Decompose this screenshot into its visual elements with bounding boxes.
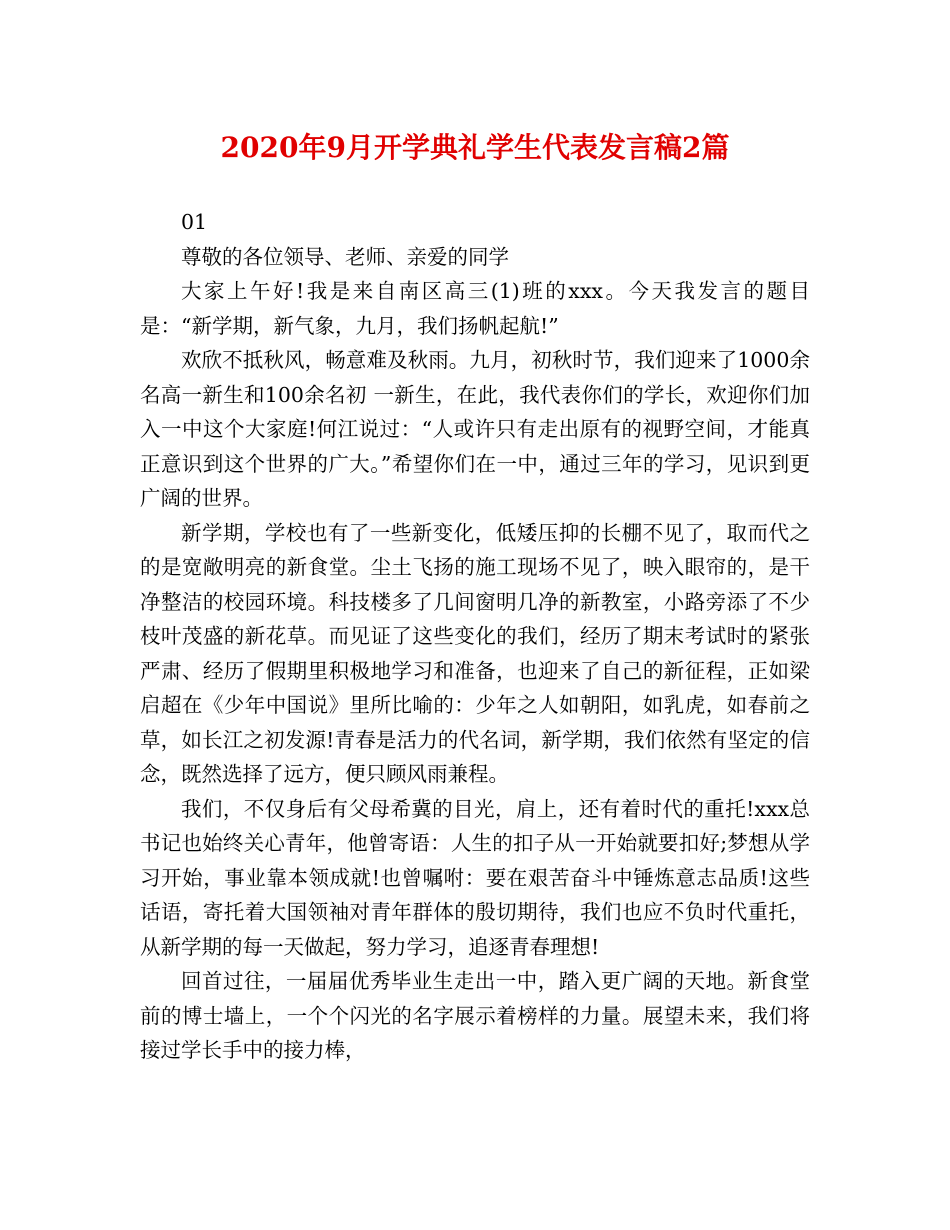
document-body (140, 205, 810, 1068)
paragraph: 大家上午好!我是来自南区高三(1)班的xxx。今天我发言的题目是：“新学期，新气象，九月，我们扬帆起航!” (140, 279, 810, 338)
paragraph: 欢欣不抵秋风，畅意难及秋雨。九月，初秋时节，我们迎来了1000余名高一新生和100余名初 一新生，在此，我代表你们的学长，欢迎你们加入一中这个大家庭!何江说过：“人或许只有走出原有的视野空间，才能真正意识到这个世界的广大。”希望你们在一中，通过三年的学习，见识到更广阔的世界。 (140, 348, 810, 510)
document-title: 2020年9月开学典礼学生代表发言稿2篇 (220, 131, 730, 164)
paragraph: 新学期，学校也有了一些新变化，低矮压抑的长棚不见了，取而代之的是宽敞明亮的新食堂。尘土飞扬的施工现场不见了，映入眼帘的，是干净整洁的校园环境。科技楼多了几间窗明几净的新教室，小路旁添了不少枝叶茂盛的新花草。而见证了这些变化的我们，经历了期末考试时的紧张严肃、经历了假期里积极地学习和准备，也迎来了自己的新征程，正如梁启超在《少年中国说》里所比喻的：少年之人如朝阳，如乳虎，如春前之草，如长江之初发源!青春是活力的代名词，新学期，我们依然有坚定的信念，既然选择了远方，便只顾风雨兼程。 (140, 520, 810, 786)
section-number: 01 (181, 210, 208, 234)
paragraph: 回首过往，一届届优秀毕业生走出一中，踏入更广阔的天地。新食堂前的博士墙上，一个个闪光的名字展示着榜样的力量。展望未来，我们将接过学长手中的接力棒， (140, 969, 810, 1062)
salutation: 尊敬的各位领导、老师、亲爱的同学 (181, 244, 509, 269)
paragraph: 我们，不仅身后有父母希冀的目光，肩上，还有着时代的重托!xxx总书记也始终关心青年，他曾寄语：人生的扣子从一开始就要扣好;梦想从学习开始，事业靠本领成就!也曾嘱咐：要在艰苦奋斗中锤炼意志品质!这些话语，寄托着大国领袖对青年群体的殷切期待，我们也应不负时代重托，从新学期的每一天做起，努力学习，追逐青春理想! (140, 796, 810, 959)
